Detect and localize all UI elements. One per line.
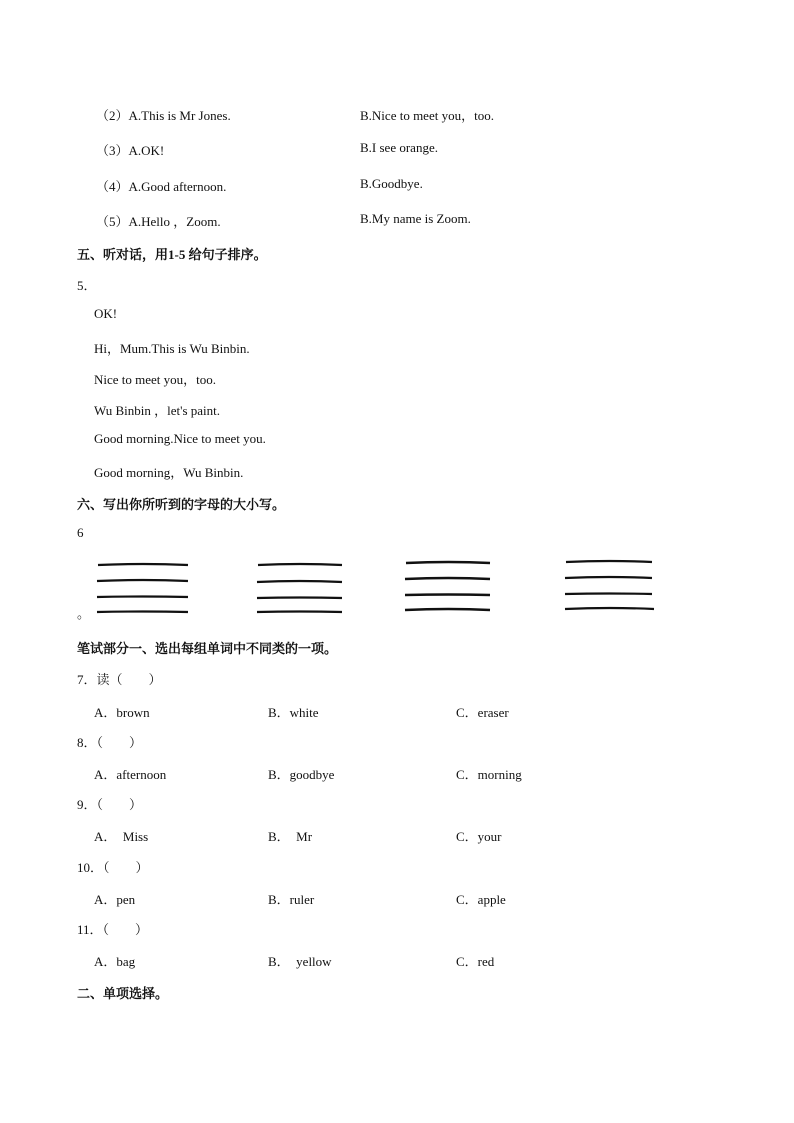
- writing-lines-3: [404, 558, 494, 614]
- section6-tail-mark: 。: [77, 606, 91, 621]
- ordering-sentence-5: Good morning.Nice to meet you.: [94, 431, 266, 446]
- match-a-2: （2）A.This is Mr Jones.: [96, 108, 231, 123]
- question-11-option-a[interactable]: A．bag: [94, 954, 136, 969]
- question-7-option-c[interactable]: C．eraser: [456, 705, 509, 720]
- question-number-5: 5．: [77, 278, 97, 293]
- section6-heading: 六、写出你所听到的字母的大小写。: [77, 497, 286, 512]
- question-9-option-b[interactable]: B． Mr: [268, 829, 313, 844]
- question-10-option-a[interactable]: A．pen: [94, 892, 136, 907]
- question-8-option-a[interactable]: A．afternoon: [94, 767, 167, 782]
- writing-lines-4: [564, 558, 658, 614]
- section5-heading: 五、听对话，用1-5 给句子排序。: [77, 247, 267, 262]
- question-10-stem: 10．（ ）: [77, 860, 149, 875]
- written-part-heading: 笔试部分一、选出每组单词中不同类的一项。: [77, 641, 338, 656]
- ordering-sentence-3: Nice to meet you，too.: [94, 372, 217, 387]
- question-11-option-b[interactable]: B． yellow: [268, 954, 332, 969]
- question-11-option-c[interactable]: C．red: [456, 954, 495, 969]
- ordering-sentence-6: Good morning，Wu Binbin.: [94, 465, 244, 480]
- ordering-sentence-1: OK!: [94, 306, 118, 321]
- match-b-3: B.I see orange.: [360, 140, 438, 155]
- question-9-stem: 9．（ ）: [77, 797, 143, 812]
- match-a-3: （3）A.OK!: [96, 143, 165, 158]
- question-number-6: 6: [77, 525, 84, 540]
- question-7-option-b[interactable]: B．white: [268, 705, 319, 720]
- ordering-sentence-4: Wu Binbin ，let's paint.: [94, 403, 221, 418]
- question-10-option-c[interactable]: C．apple: [456, 892, 506, 907]
- question-9-option-a[interactable]: A． Miss: [94, 829, 149, 844]
- question-8-option-c[interactable]: C．morning: [456, 767, 522, 782]
- writing-lines-2: [256, 560, 344, 616]
- question-11-stem: 11．（ ）: [77, 922, 149, 937]
- question-7-stem: 7．读（ ）: [77, 672, 162, 687]
- question-10-option-b[interactable]: B．ruler: [268, 892, 315, 907]
- match-a-5: （5）A.Hello ，Zoom.: [96, 214, 221, 229]
- match-b-4: B.Goodbye.: [360, 176, 423, 191]
- question-8-option-b[interactable]: B．goodbye: [268, 767, 335, 782]
- question-8-stem: 8．（ ）: [77, 735, 143, 750]
- question-7-option-a[interactable]: A．brown: [94, 705, 150, 720]
- ordering-sentence-2: Hi，Mum.This is Wu Binbin.: [94, 341, 250, 356]
- match-b-5: B.My name is Zoom.: [360, 211, 471, 226]
- section2-heading: 二、单项选择。: [77, 986, 169, 1001]
- writing-lines-1: [96, 560, 190, 616]
- match-a-4: （4）A.Good afternoon.: [96, 179, 227, 194]
- match-b-2: B.Nice to meet you，too.: [360, 108, 494, 123]
- question-9-option-c[interactable]: C．your: [456, 829, 502, 844]
